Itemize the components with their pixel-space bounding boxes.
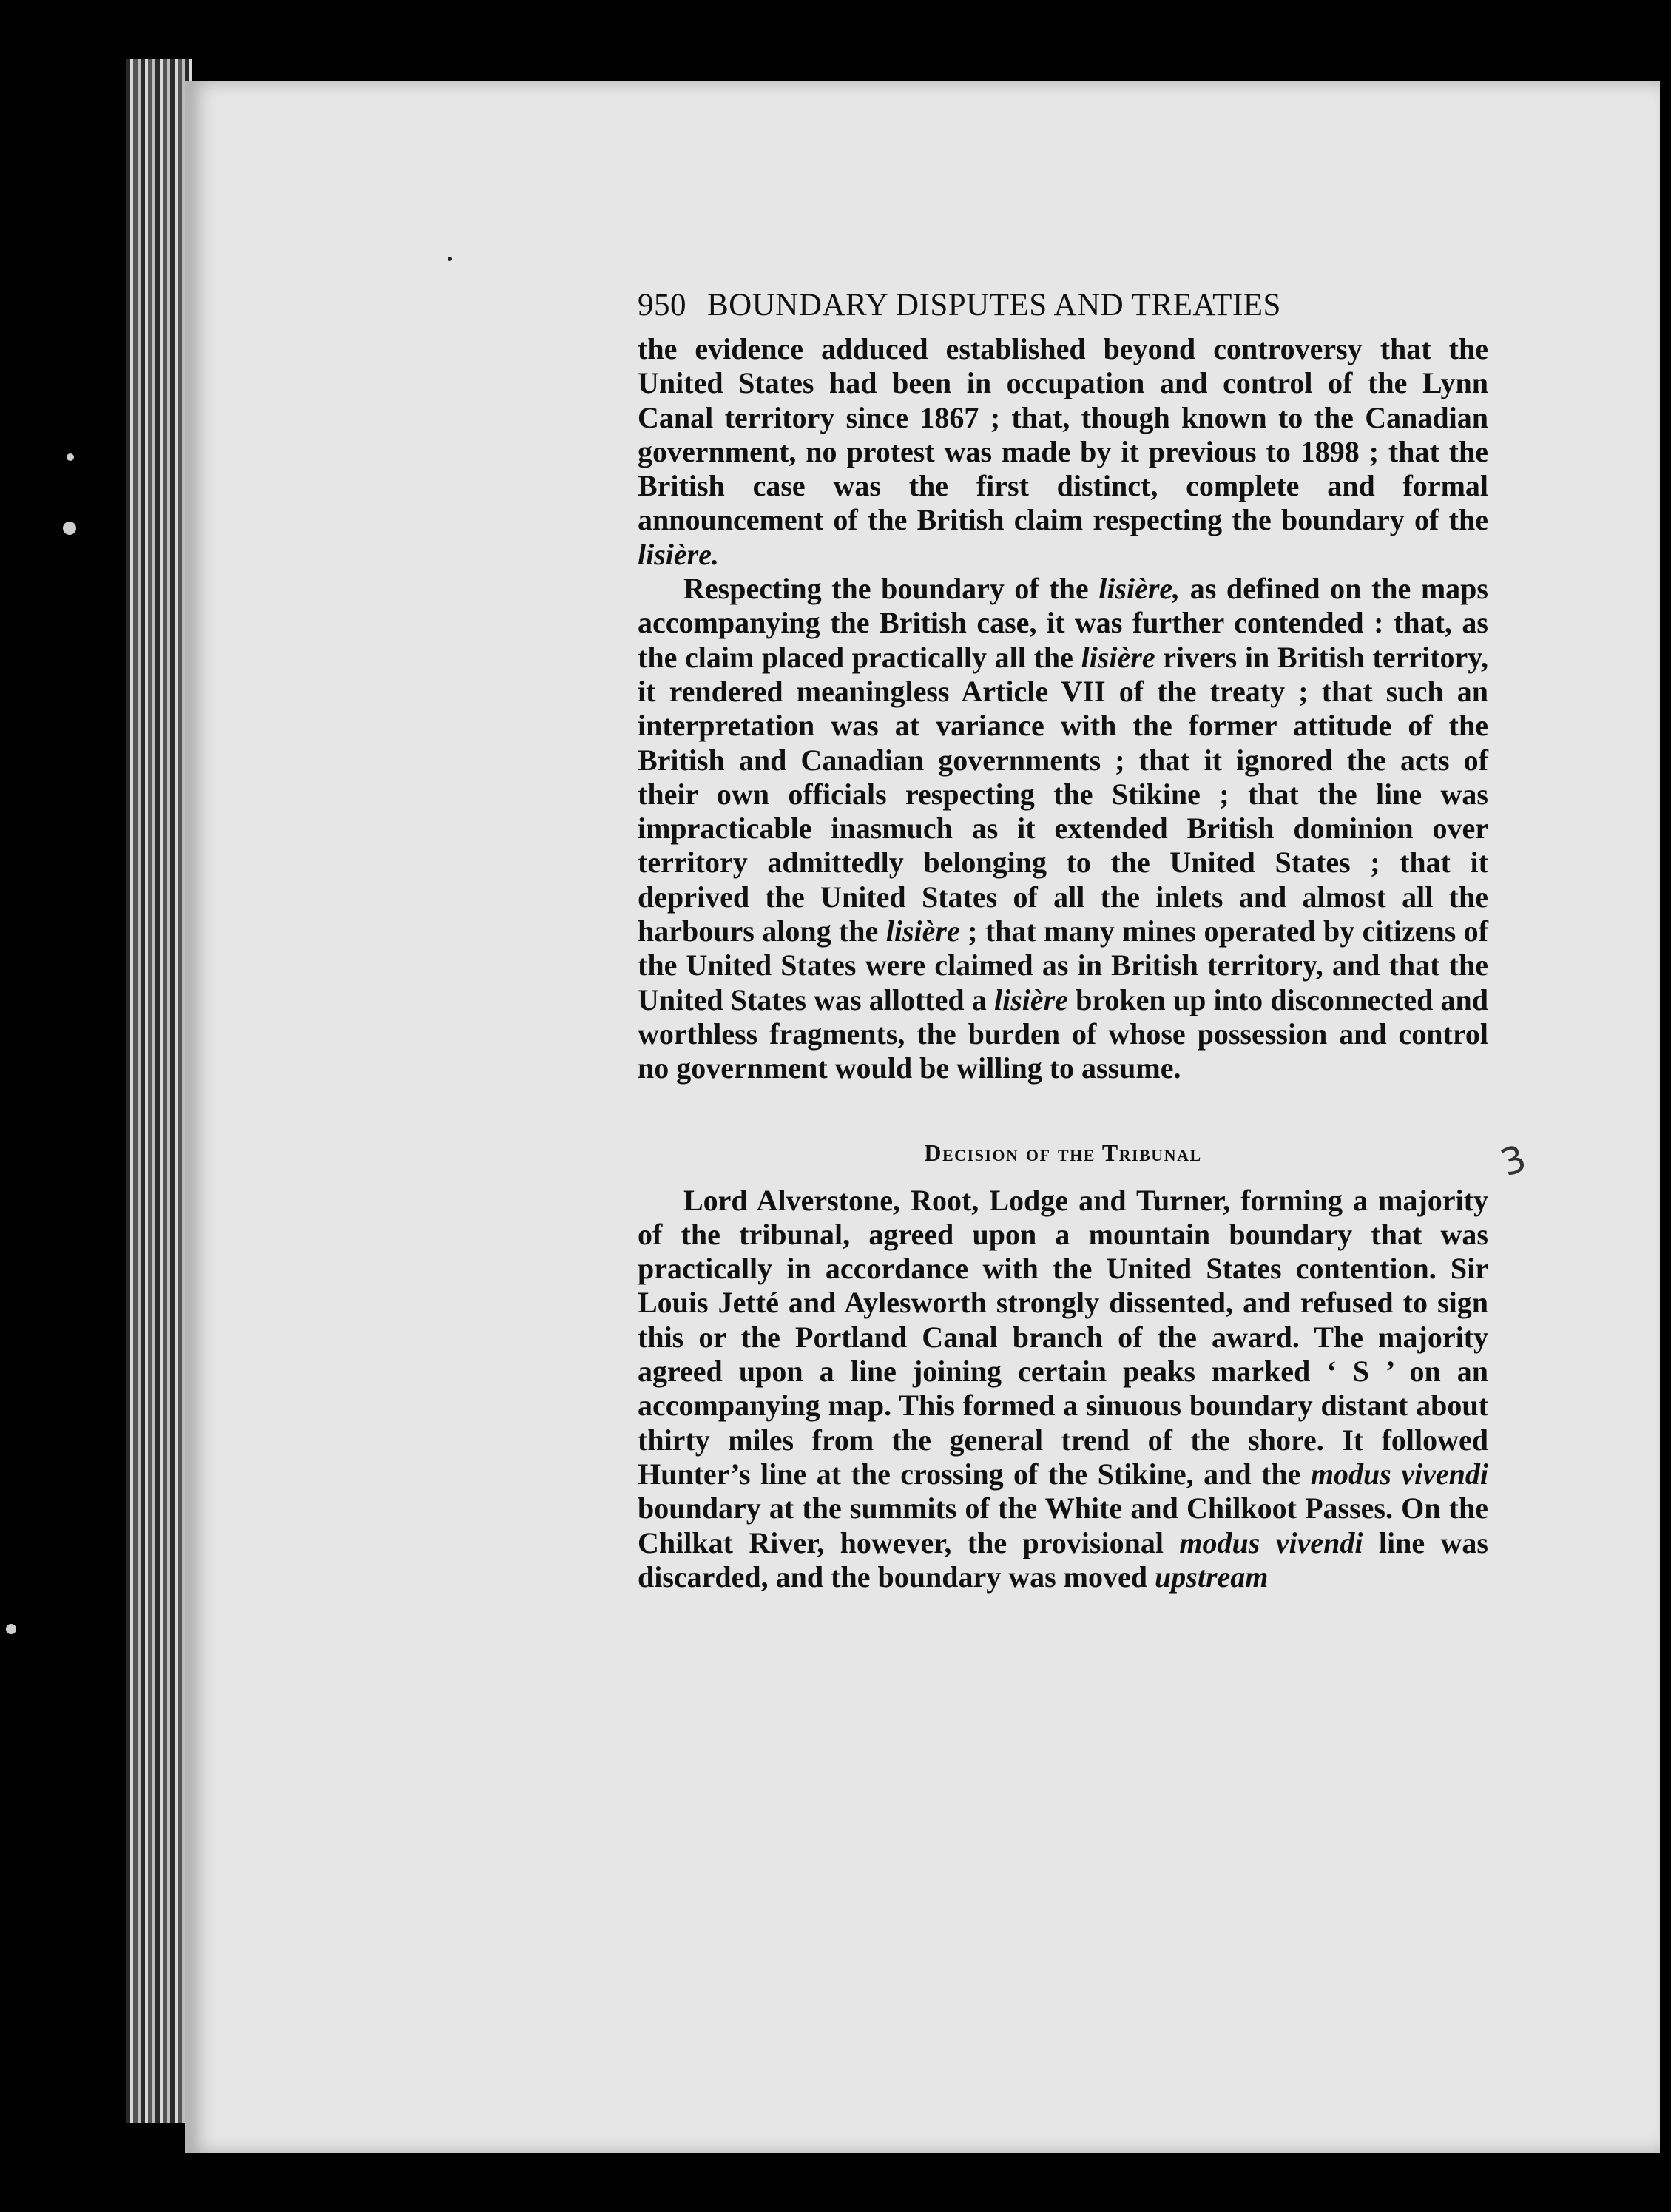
text-run: ; that many mines operated by citizens of the United States were claimed as in British territory, and that the United States was allotted a <box>638 914 1488 1016</box>
italic-run: lisière <box>885 914 960 948</box>
text-run: Respecting the boundary of the <box>683 572 1099 606</box>
italic-run: upstream <box>1155 1559 1269 1594</box>
italic-run: modus vivendi <box>1179 1525 1363 1559</box>
scan-speck <box>67 453 74 461</box>
text-run: the evidence adduced established beyond controversy that the United States had been in occupation and control of the Lynn Canal territory since 1867 ; that, though known to the Canadian government, no protest was made by it previous to 1898 ; that the British case was the first distinct, complete and formal announcement of the British claim respecting the boundary of the <box>638 332 1488 537</box>
section-heading: Decision of the Tribunal <box>924 1139 1202 1166</box>
text-run: Lord Alverstone, Root, Lodge and Turner, forming a majority of the tribunal, agreed upon a mountain boundary that was practically in accordance with the United States contention. Sir Louis Jetté and Aylesworth strongly dissented, and refused to sign this or the Portland Canal branch of the award. The majority agreed upon a line joining certain peaks marked ‘ S ’ on an accompanying map. This formed a sinuous boundary distant about thirty miles from the general trend of the shore. It followed Hunter’s line at the crossing of the Stikine, and the <box>638 1183 1488 1491</box>
text-run: as defined on the maps accompanying the British case, it was further contended : that, as the claim placed practically all the <box>638 572 1488 674</box>
italic-run: modus vivendi <box>1310 1457 1488 1491</box>
page-number: 950 <box>638 288 686 323</box>
paragraph <box>638 572 1488 1085</box>
scan-speck <box>448 257 452 261</box>
scan-speck <box>63 522 76 535</box>
paragraph <box>638 1184 1488 1595</box>
text-run: rivers in British territory, it rendered meaningless Article VII of the treaty ; that such an interpretation was at variance with the former attitude of the British and Canadian governments ; that it ignored the acts of their own officials respecting the Stikine ; that the line was impracticable inasmuch as it extended British dominion over territory admittedly belonging to the United States ; that it deprived the United States of all the inlets and almost all the harbours along the <box>638 640 1488 948</box>
italic-run: lisière <box>993 982 1068 1016</box>
page-text-block <box>638 285 1488 1594</box>
running-head <box>638 285 1488 326</box>
italic-run: lisière <box>1081 640 1155 674</box>
italic-run: lisière. <box>638 537 719 571</box>
running-title: BOUNDARY DISPUTES AND TREATIES <box>707 288 1281 323</box>
book-spine-edge <box>126 59 192 2123</box>
text-run: boundary at the summits of the White and Chilkoot Passes. On the Chilkat River, however, the provisional <box>638 1491 1488 1559</box>
text-run: broken up into disconnected and worthless fragments, the burden of whose possession and control no government would be willing to assume. <box>638 982 1489 1085</box>
text-run: line was discarded, and the boundary was moved <box>638 1525 1488 1594</box>
italic-run: lisière, <box>1098 572 1181 606</box>
paragraph <box>638 332 1488 572</box>
scan-speck <box>6 1624 16 1634</box>
margin-pencil-mark: 3 <box>1495 1136 1532 1185</box>
